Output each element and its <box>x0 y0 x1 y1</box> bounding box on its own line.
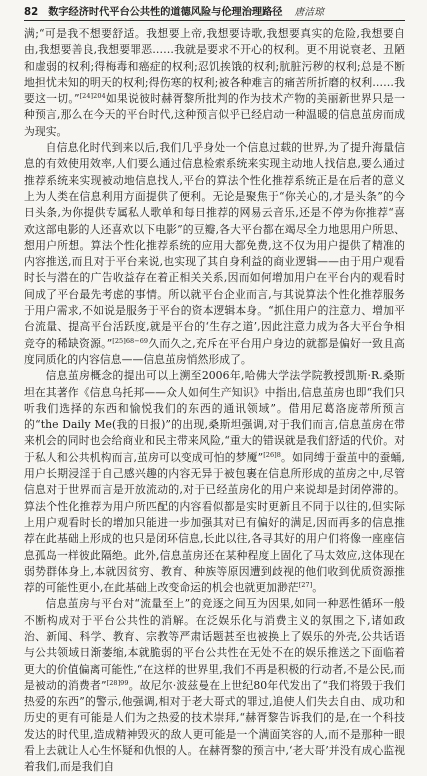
paragraph-text: 信息茧房与平台对“流量至上”的竞逐之间互为因果,如同一种恶性循环一般不断构成对于平台公共性的消解。在泛娱乐化与消费主义的氛围之下,诸如政治、新闻、科学、教育、宗教等严肃话题甚至也被换上了娱乐的外壳,公共话语与公共领域日渐萎缩,本就脆弱的平台公共性在无处不在的娱乐推送之下面临着更大的价值偏离可能性,“在这样的世界里,我们不再是积极的行动者,不是公民,而是被动的消费者” <box>24 597 405 692</box>
page-number: 82 <box>24 7 39 18</box>
citation-marker: [26]8 <box>263 450 281 459</box>
paragraph-text: 久而久之,充斥在平台用户身边的就都是偏好一致且高度同质化的内容信息——信息茧房悄然形成了。 <box>24 336 405 366</box>
paragraph-text: 如果说彼时赫胥黎所批判的作为技术产物的美丽新世界只是一种预言,那么在今天的平台时代,这种预言似乎已经启动一种温暖的信息茧房而成为现实。 <box>24 92 405 138</box>
paragraph <box>24 140 405 368</box>
citation-marker: [27] <box>298 581 313 590</box>
body-text <box>24 21 405 776</box>
citation-marker: [28]99 <box>106 678 129 687</box>
citation-marker: [25]68−69 <box>112 336 149 345</box>
paragraph <box>24 368 405 596</box>
running-header <box>24 0 405 21</box>
book-title: 数字经济时代平台公共性的道德风险与伦理治理路径 <box>48 6 283 18</box>
paragraph-text: 自信息化时代到来以后,我们几乎身处一个信息过载的世界,为了提升海量信息的有效使用效率,人们要么通过信息检索系统来实现主动地人找信息,要么通过推荐系统来实现被动地信息找人,平台的算法个性化推荐系统正是在后者的意义上为人类在信息利用方面提供了便利。无论是聚焦于“你关心的,才是头条”的今日头条,为你提供专属私人歌单和每日推荐的网易云音乐,还是不停为你推荐“喜欢这部电影的人还喜欢以下电影”的豆瓣,各大平台都在竭尽全力地思用户所思、想用户所想。算法个性化推荐系统的应用大都免费,这不仅为用户提供了精准的内容推送,而且对于平台来说,也实现了其自身利益的商业逻辑——由于用户观看时长与潜在的广告收益存在着正相关关系,因而如何增加用户在平台内的观看时间成了平台最先考虑的事情。所以就平台企业而言,与其说算法个性化推荐服务于用户需求,不如说是服务于平台的资本逻辑本身。“抓住用户的注意力、增加平台流量、提高平台活跃度,就是平台的‘生存之道’,因此注意力成为各大平台争相竞夺的稀缺资源。” <box>24 141 405 350</box>
paragraph-text: 信息茧房概念的提出可以上溯至2006年,哈佛大学法学院教授凯斯·R.桑斯坦在其著作《信息乌托邦——众人如何生产知识》中指出,信息茧房也即“我们只听我们选择的东西和愉悦我们的东西的通讯领域”。借用尼葛洛庞蒂所预言的“the Daily Me(我的日报)”的出现,桑斯坦强调,对于我们而言,信息茧房在带来机会的同时也会给商业和民主带来风险,“重大的错误就是我们舒适的代价。对于私人和公共机构而言,茧房可以变成可怕的梦魇” <box>24 369 405 464</box>
paragraph-text: 。故尼尔·波兹曼在上世纪80年代发出了“我们将毁于我们热爱的东西”的警示,他强调,相对于老大哥式的罪过,追使人们失去自由、成功和历史的更有可能是人们为之热爱的技术崇拜,“赫胥黎告诉我们的是,在一个科技发达的时代里,造成精神毁灭的敌人更可能是一个满面笑容的人,而不是那种一眼看上去就让人心生怀疑和仇恨的人。在赫胥黎的预言中,‘老大哥’并没有成心监视着我们,而是我们自 <box>24 678 405 774</box>
paragraph-text: 满;“可是我不想要舒适。我想要上帝,我想要诗歌,我想要真实的危险,我想要自由,我想要善良,我想要罪恶……我就是要求不开心的权利。更不用说衰老、丑陋和虚弱的权利;得梅毒和癌症的权利;忍饥挨饿的权利;肮脏污秽的权利;总是不断地担忧未知的明天的权利;得伤寒的权利;被各种难言的痛苦所折磨的权利……我要这一切。” <box>24 27 405 106</box>
author-name: 唐洁琼 <box>294 7 324 18</box>
paragraph-text: 。 <box>312 581 324 595</box>
paragraph <box>24 26 405 140</box>
citation-marker: [24]204 <box>79 92 106 101</box>
paragraph <box>24 596 405 775</box>
paragraph-text: 。如同缚于蚕茧中的蚕蛹,用户长期浸淫于自己感兴趣的内容无异于被包裹在信息所形成的茧房之中,尽管信息对于世界而言是开放流动的,对于已经茧房化的用户来说却是封闭停滞的。算法个性化推荐为用户所匹配的内容看似都是实时更新且不同于以往的,但实际上用户观看时长的增加只能进一步加强其对已有偏好的满足,因而再多的信息推荐在此基础上形成的也只是闭环信息,长此以往,各寻其好的用户们将像一座座信息孤岛一样彼此隔绝。此外,信息茧房还在某种程度上固化了马太效应,这体现在弱势群体身上,本就因贫穷、教育、种族等原因遭到歧视的他们收到优质资源推荐的可能性更小,在此基础上改变命运的机会也就更加渺茫 <box>24 450 405 595</box>
